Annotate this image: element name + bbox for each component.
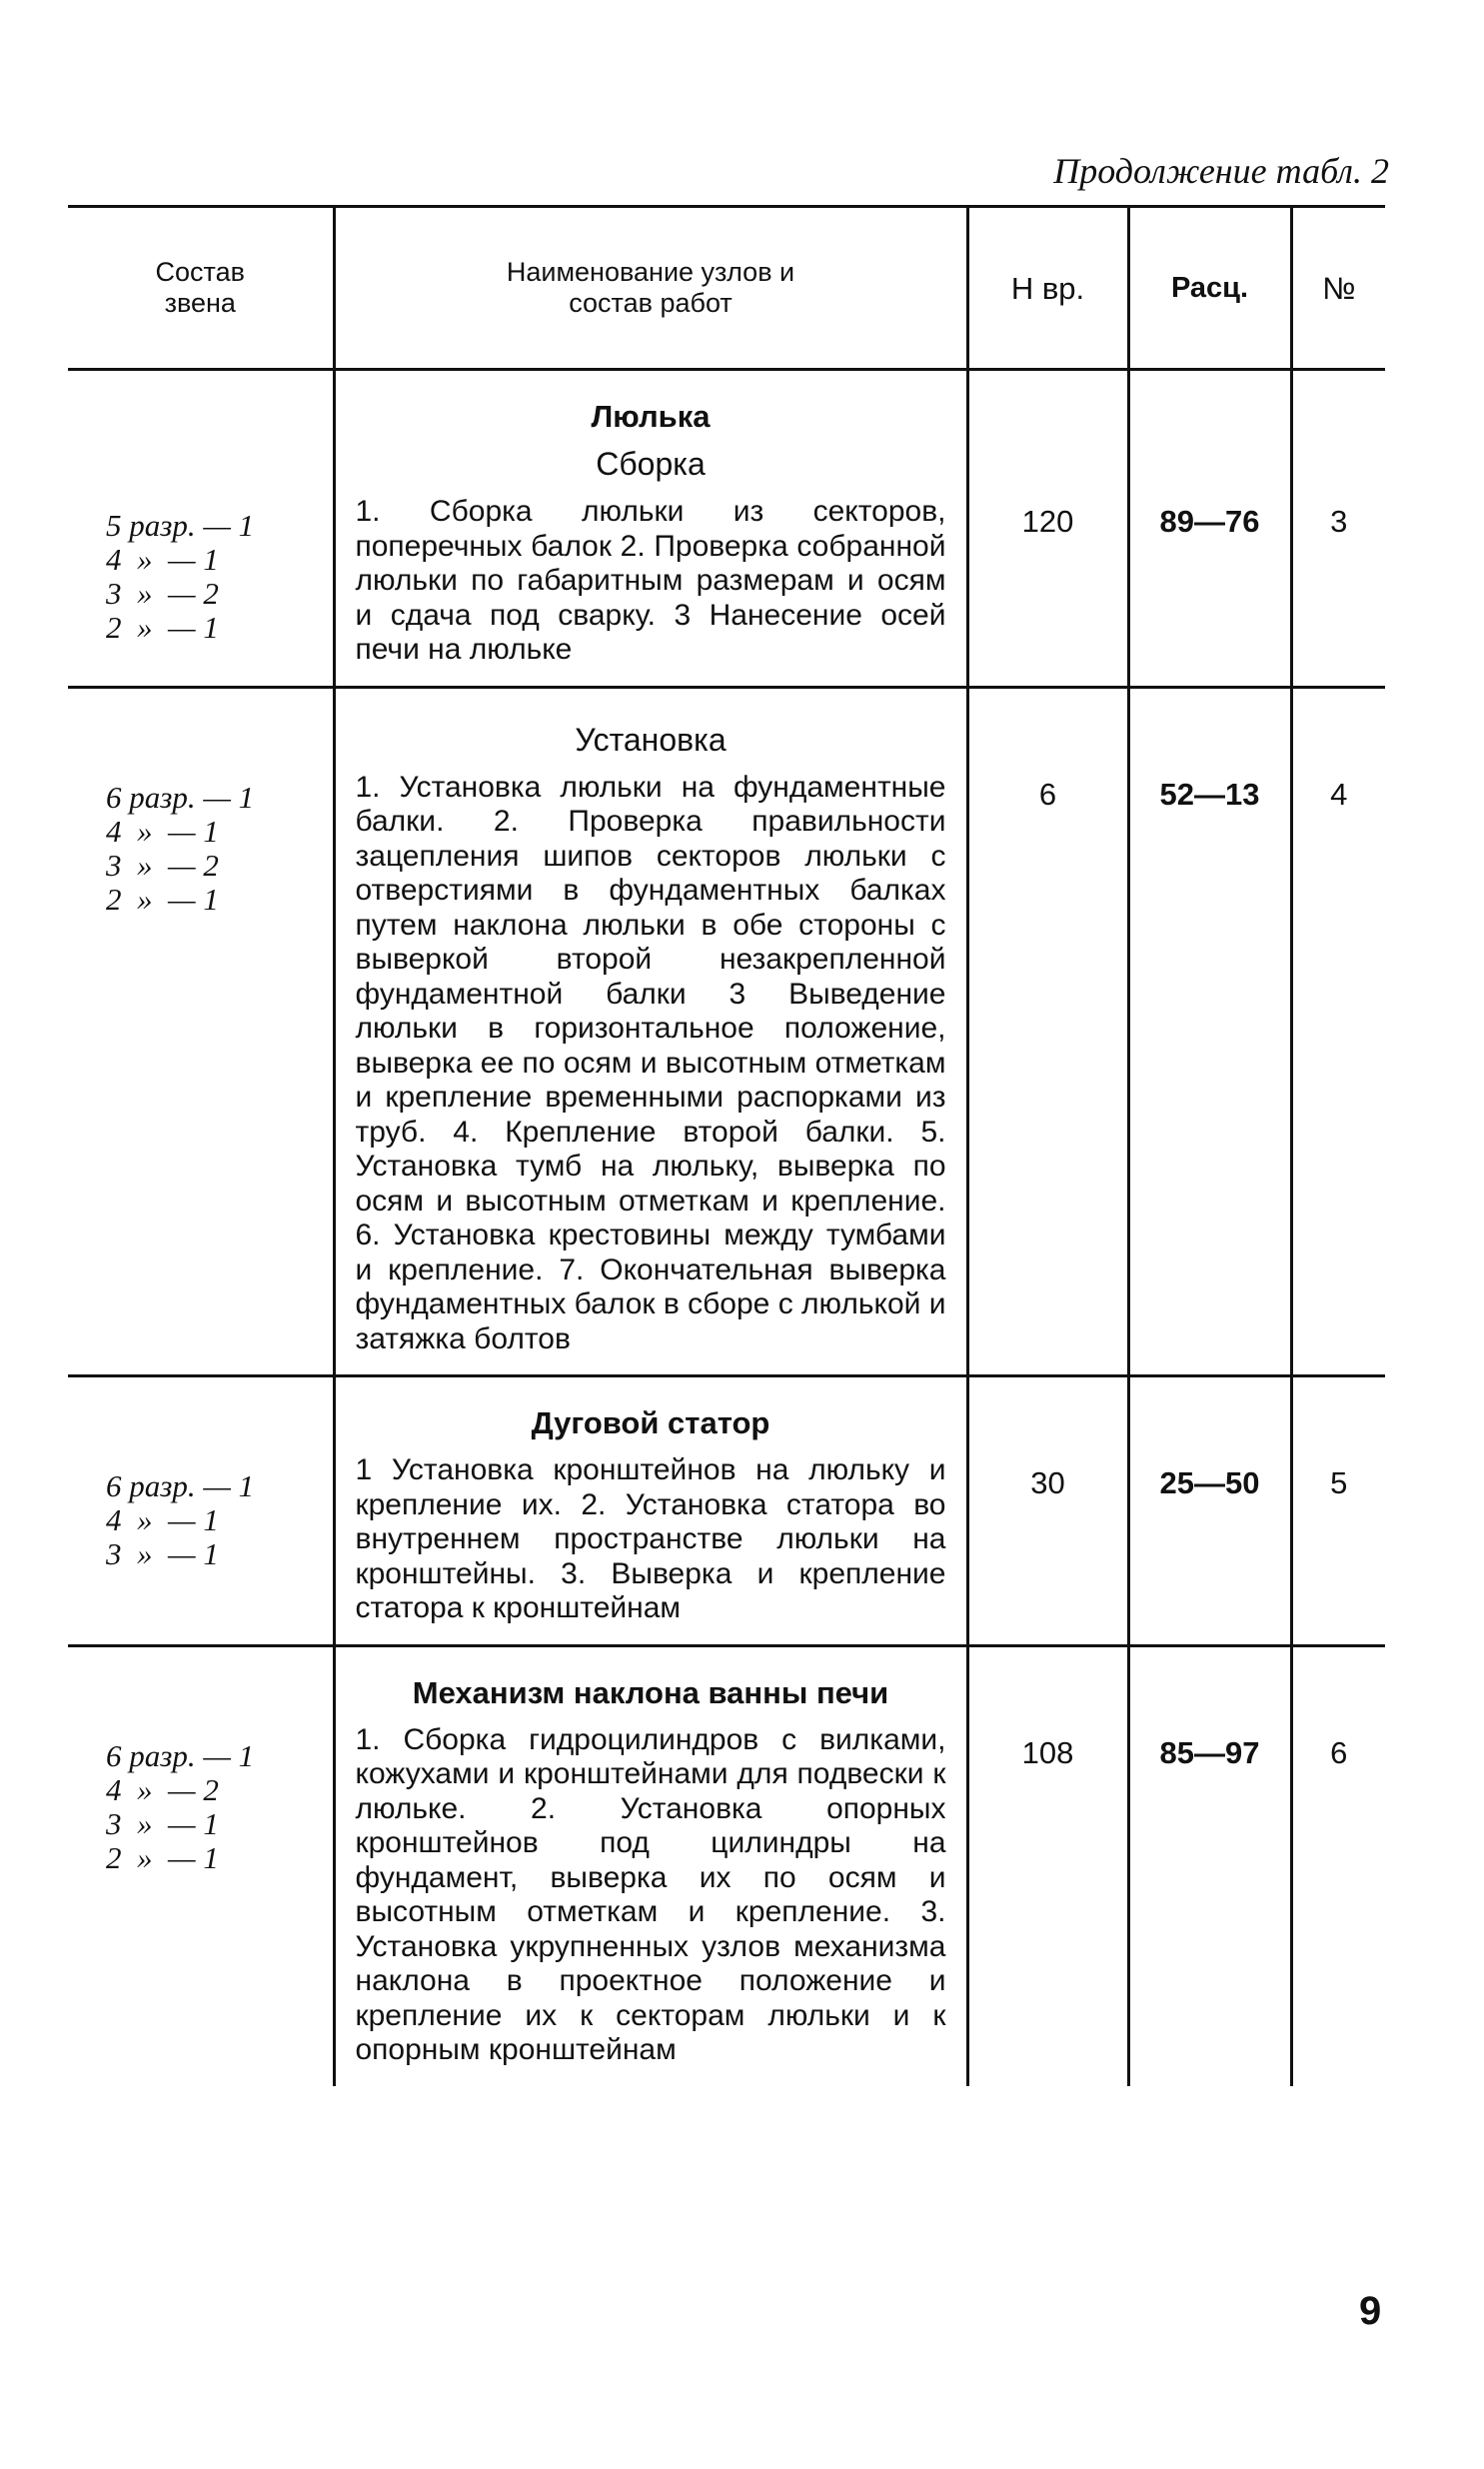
- crew-line: 6 разр. — 1: [106, 1468, 255, 1503]
- section-subtitle: Сборка: [596, 446, 706, 482]
- item-number: 5: [1291, 1376, 1385, 1646]
- crew-composition: [68, 370, 334, 688]
- crew-line: 4 » — 1: [106, 1502, 219, 1537]
- section-subtitle: Установка: [575, 721, 727, 758]
- crew-composition: [68, 687, 334, 1376]
- work-description: 1. Сборка гидроцилиндров с вилками, кожухами и кронштейнами для подвески к люльке. 2. Установка опорных кронштейнов под цилиндры на фундамент, выверка их по осям и высотным отметкам и крепление. 3. Установка укрупненных узлов механизма наклона в проектное положение и крепление их к секторам люльки и к опорным кронштейнам: [355, 1722, 946, 2066]
- item-number: 3: [1291, 370, 1385, 688]
- section-title: Дуговой статор: [531, 1405, 770, 1440]
- rate: 52—13: [1128, 687, 1291, 1376]
- rate: 85—97: [1128, 1645, 1291, 2086]
- header-time-norm: Н вр.: [967, 207, 1128, 370]
- header-number: №: [1291, 207, 1385, 370]
- table-row: [68, 1376, 1385, 1646]
- rate: 89—76: [1128, 370, 1291, 688]
- work-description: 1. Установка люльки на фундаментные балки. 2. Проверка правильности зацепления шипов секторов люльки с отверстиями в фундаментных балках путем наклона люльки в обе стороны с выверкой второй незакрепленной фундаментной балки 3 Выведение люльки в горизонтальное положение, выверка ее по осям и высотным отметкам и крепление временными распорками из труб. 4. Крепление второй балки. 5. Установка тумб на люльку, выверка по осям и высотным отметкам и крепление. 6. Установка крестовины между тумбами и крепление. 7. Окончательная выверка фундаментных балок в сборе с люлькой и затяжка болтов: [355, 770, 946, 1355]
- table-row: [68, 687, 1385, 1376]
- crew-line: 3 » — 2: [106, 847, 219, 883]
- crew-line: 3 » — 2: [106, 576, 219, 611]
- time-norm: 6: [967, 687, 1128, 1376]
- crew-line: 2 » — 1: [106, 1839, 219, 1875]
- work-description-cell: [334, 370, 967, 688]
- header-work: Наименование узлов и состав работ: [334, 207, 967, 370]
- rate: 25—50: [1128, 1376, 1291, 1646]
- time-norm: 30: [967, 1376, 1128, 1646]
- work-description-cell: [334, 1376, 967, 1646]
- crew-line: 6 разр. — 1: [106, 1737, 255, 1773]
- page-number: 9: [1359, 2289, 1382, 2333]
- crew-composition: [68, 1376, 334, 1646]
- crew-line: 3 » — 1: [106, 1805, 219, 1841]
- table-row: [68, 370, 1385, 688]
- header-rate: Расц.: [1128, 207, 1291, 370]
- work-norms-table: [68, 205, 1385, 2086]
- time-norm: 108: [967, 1645, 1128, 2086]
- crew-composition: [68, 1645, 334, 2086]
- header-crew: Состав звена: [68, 207, 334, 370]
- item-number: 4: [1291, 687, 1385, 1376]
- table-continuation-caption: Продолжение табл. 2: [1053, 151, 1389, 191]
- time-norm: 120: [967, 370, 1128, 688]
- crew-line: 5 разр. — 1: [106, 508, 255, 543]
- work-description: 1 Установка кронштейнов на люльку и крепление их. 2. Установка статора во внутреннем пространстве люльки на кронштейны. 3. Выверка и крепление статора к кронштейнам: [355, 1453, 946, 1624]
- crew-line: 4 » — 1: [106, 542, 219, 577]
- crew-line: 2 » — 1: [106, 881, 219, 917]
- crew-line: 4 » — 1: [106, 813, 219, 849]
- work-description: 1. Сборка люльки из секторов, поперечных балок 2. Проверка собранной люльки по габаритным размерам и осям и сдача под сварку. 3 Нанесение осей печи на люльке: [355, 495, 946, 666]
- item-number: 6: [1330, 1734, 1348, 1770]
- crew-line: 4 » — 2: [106, 1771, 219, 1807]
- crew-line: 2 » — 1: [106, 610, 219, 645]
- crew-line: 6 разр. — 1: [106, 779, 255, 815]
- crew-line: 3 » — 1: [106, 1536, 219, 1571]
- section-title: Люлька: [591, 399, 711, 434]
- work-description-cell: [334, 687, 967, 1376]
- section-title: Механизм наклона ванны печи: [412, 1674, 889, 1710]
- table-row: [68, 1645, 1385, 2086]
- table-header-row: [68, 207, 1385, 370]
- work-description-cell: [334, 1645, 967, 2086]
